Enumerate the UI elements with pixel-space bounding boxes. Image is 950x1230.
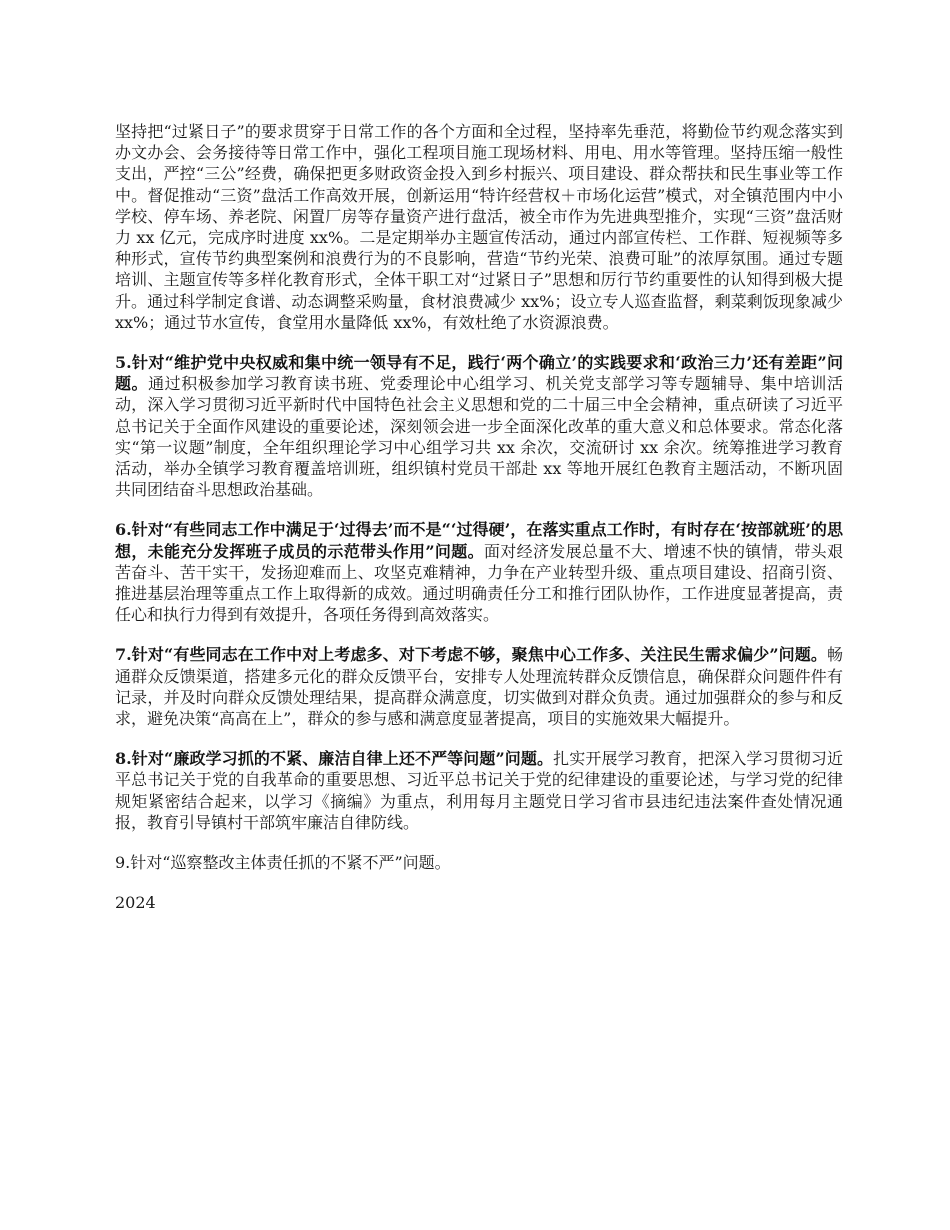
paragraph-text: 扎实开展学习教育，把深入学习贯彻习近平总书记关于党的自我革命的重要思想、习近平总书记关于党的纪律建设的重要论述，与学习党的纪律规矩紧密结合起来，以学习《摘编》为重点，利用每月主题党日学习省市县违纪违法案件查处情况通报，教育引导镇村干部筑牢廉洁自律防线。 (115, 749, 843, 832)
paragraph-text: 9.针对“巡察整改主体责任抓的不紧不严”问题。 (115, 853, 451, 873)
paragraph-item-5 (115, 352, 843, 500)
paragraph-text: 面对经济发展总量不大、增速不快的镇情，带头艰苦奋斗、苦干实干，发扬迎难而上、攻坚克难精神，力争在产业转型升级、重点项目建设、招商引资、推进基层治理等重点工作上取得新的成效。通过明确责任分工和推行团队协作，工作进度显著提高，责任心和执行力得到有效提升，各项任务得到高效落实。 (115, 541, 843, 625)
paragraph-item-7 (115, 644, 843, 729)
paragraph-item-9 (115, 852, 843, 873)
item-number: 8. (115, 749, 132, 769)
paragraph-item-6 (115, 519, 843, 625)
paragraph-text: 坚持把“过紧日子”的要求贯穿于日常工作的各个方面和全过程，坚持率先垂范，将勤俭节约观念落实到办文办会、会务接待等日常工作中，强化工程项目施工现场材料、用电、用水等管理。坚持压缩一般性支出，严控“三公”经费，确保把更多财政资金投入到乡村振兴、项目建设、群众帮扶和民生事业等工作中。督促推动“三资”盘活工作高效开展，创新运用“特许经营权＋市场化运营”模式，对全镇范围内中小学校、停车场、养老院、闲置厂房等存量资产进行盘活，被全市作为先进典型推介，实现“三资”盘活财力 xx 亿元，完成序时进度 xx%。二是定期举办主题宣传活动，通过内部宣传栏、工作群、短视频等多种形式，宣传节约典型案例和浪费行为的不良影响，营造“节约光荣、浪费可耻”的浓厚氛围。通过专题培训、主题宣传等多样化教育形式，全体干职工对“过紧日子”思想和厉行节约重要性的认知得到极大提升。通过科学制定食谱、动态调整采购量，食材浪费减少 xx%；设立专人巡查监督，剩菜剩饭现象减少 xx%；通过节水宣传，食堂用水量降低 xx%，有效杜绝了水资源浪费。 (115, 122, 843, 332)
paragraph-item-8 (115, 748, 843, 833)
item-heading: 针对“有些同志工作中满足于‘过得去’而不是“‘过得硬’，在落实重点工作时，有时存在‘按部就班’的思想，未能充分发挥班子成员的示范带头作用”问题。 (115, 520, 843, 561)
item-number: 5. (115, 353, 132, 373)
document-body (115, 121, 843, 914)
paragraph-intro (115, 121, 843, 333)
item-heading: 针对“维护党中央权威和集中统一领导有不足，践行‘两个确立’的实践要求和‘政治三力’还有差距”问题。 (115, 353, 843, 394)
paragraph-text: 畅通群众反馈渠道，搭建多元化的群众反馈平台，安排专人处理流转群众反馈信息，确保群众问题件件有记录，并及时向群众反馈处理结果，提高群众满意度，切实做到对群众负责。通过加强群众的参与和反求，避免决策“高高在上”，群众的参与感和满意度显著提高，项目的实施效果大幅提升。 (115, 645, 843, 729)
item-number: 6. (115, 520, 132, 540)
paragraph-text: 通过积极参加学习教育读书班、党委理论中心组学习、机关党支部学习等专题辅导、集中培训活动，深入学习贯彻习近平新时代中国特色社会主义思想和党的二十届三中全会精神，重点研读了习近平总书记关于全面作风建设的重要论述，深刻领会进一步全面深化改革的重大意义和总体要求。常态化落实“第一议题”制度，全年组织理论学习中心组学习共 xx 余次，交流研讨 xx 余次。统筹推进学习教育活动，举办全镇学习教育覆盖培训班，组织镇村党员干部赴 xx 等地开展红色教育主题活动，不断巩固共同团结奋斗思想政治基础。 (115, 374, 843, 500)
item-heading: 针对“廉政学习抓的不紧、廉洁自律上还不严等问题”问题。 (131, 749, 554, 769)
item-heading: 针对“有些同志在工作中对上考虑多、对下考虑不够，聚焦中心工作多、关注民生需求偏少”问题。 (131, 645, 827, 665)
document-year: 2024 (115, 893, 156, 913)
item-number: 7. (115, 645, 132, 665)
